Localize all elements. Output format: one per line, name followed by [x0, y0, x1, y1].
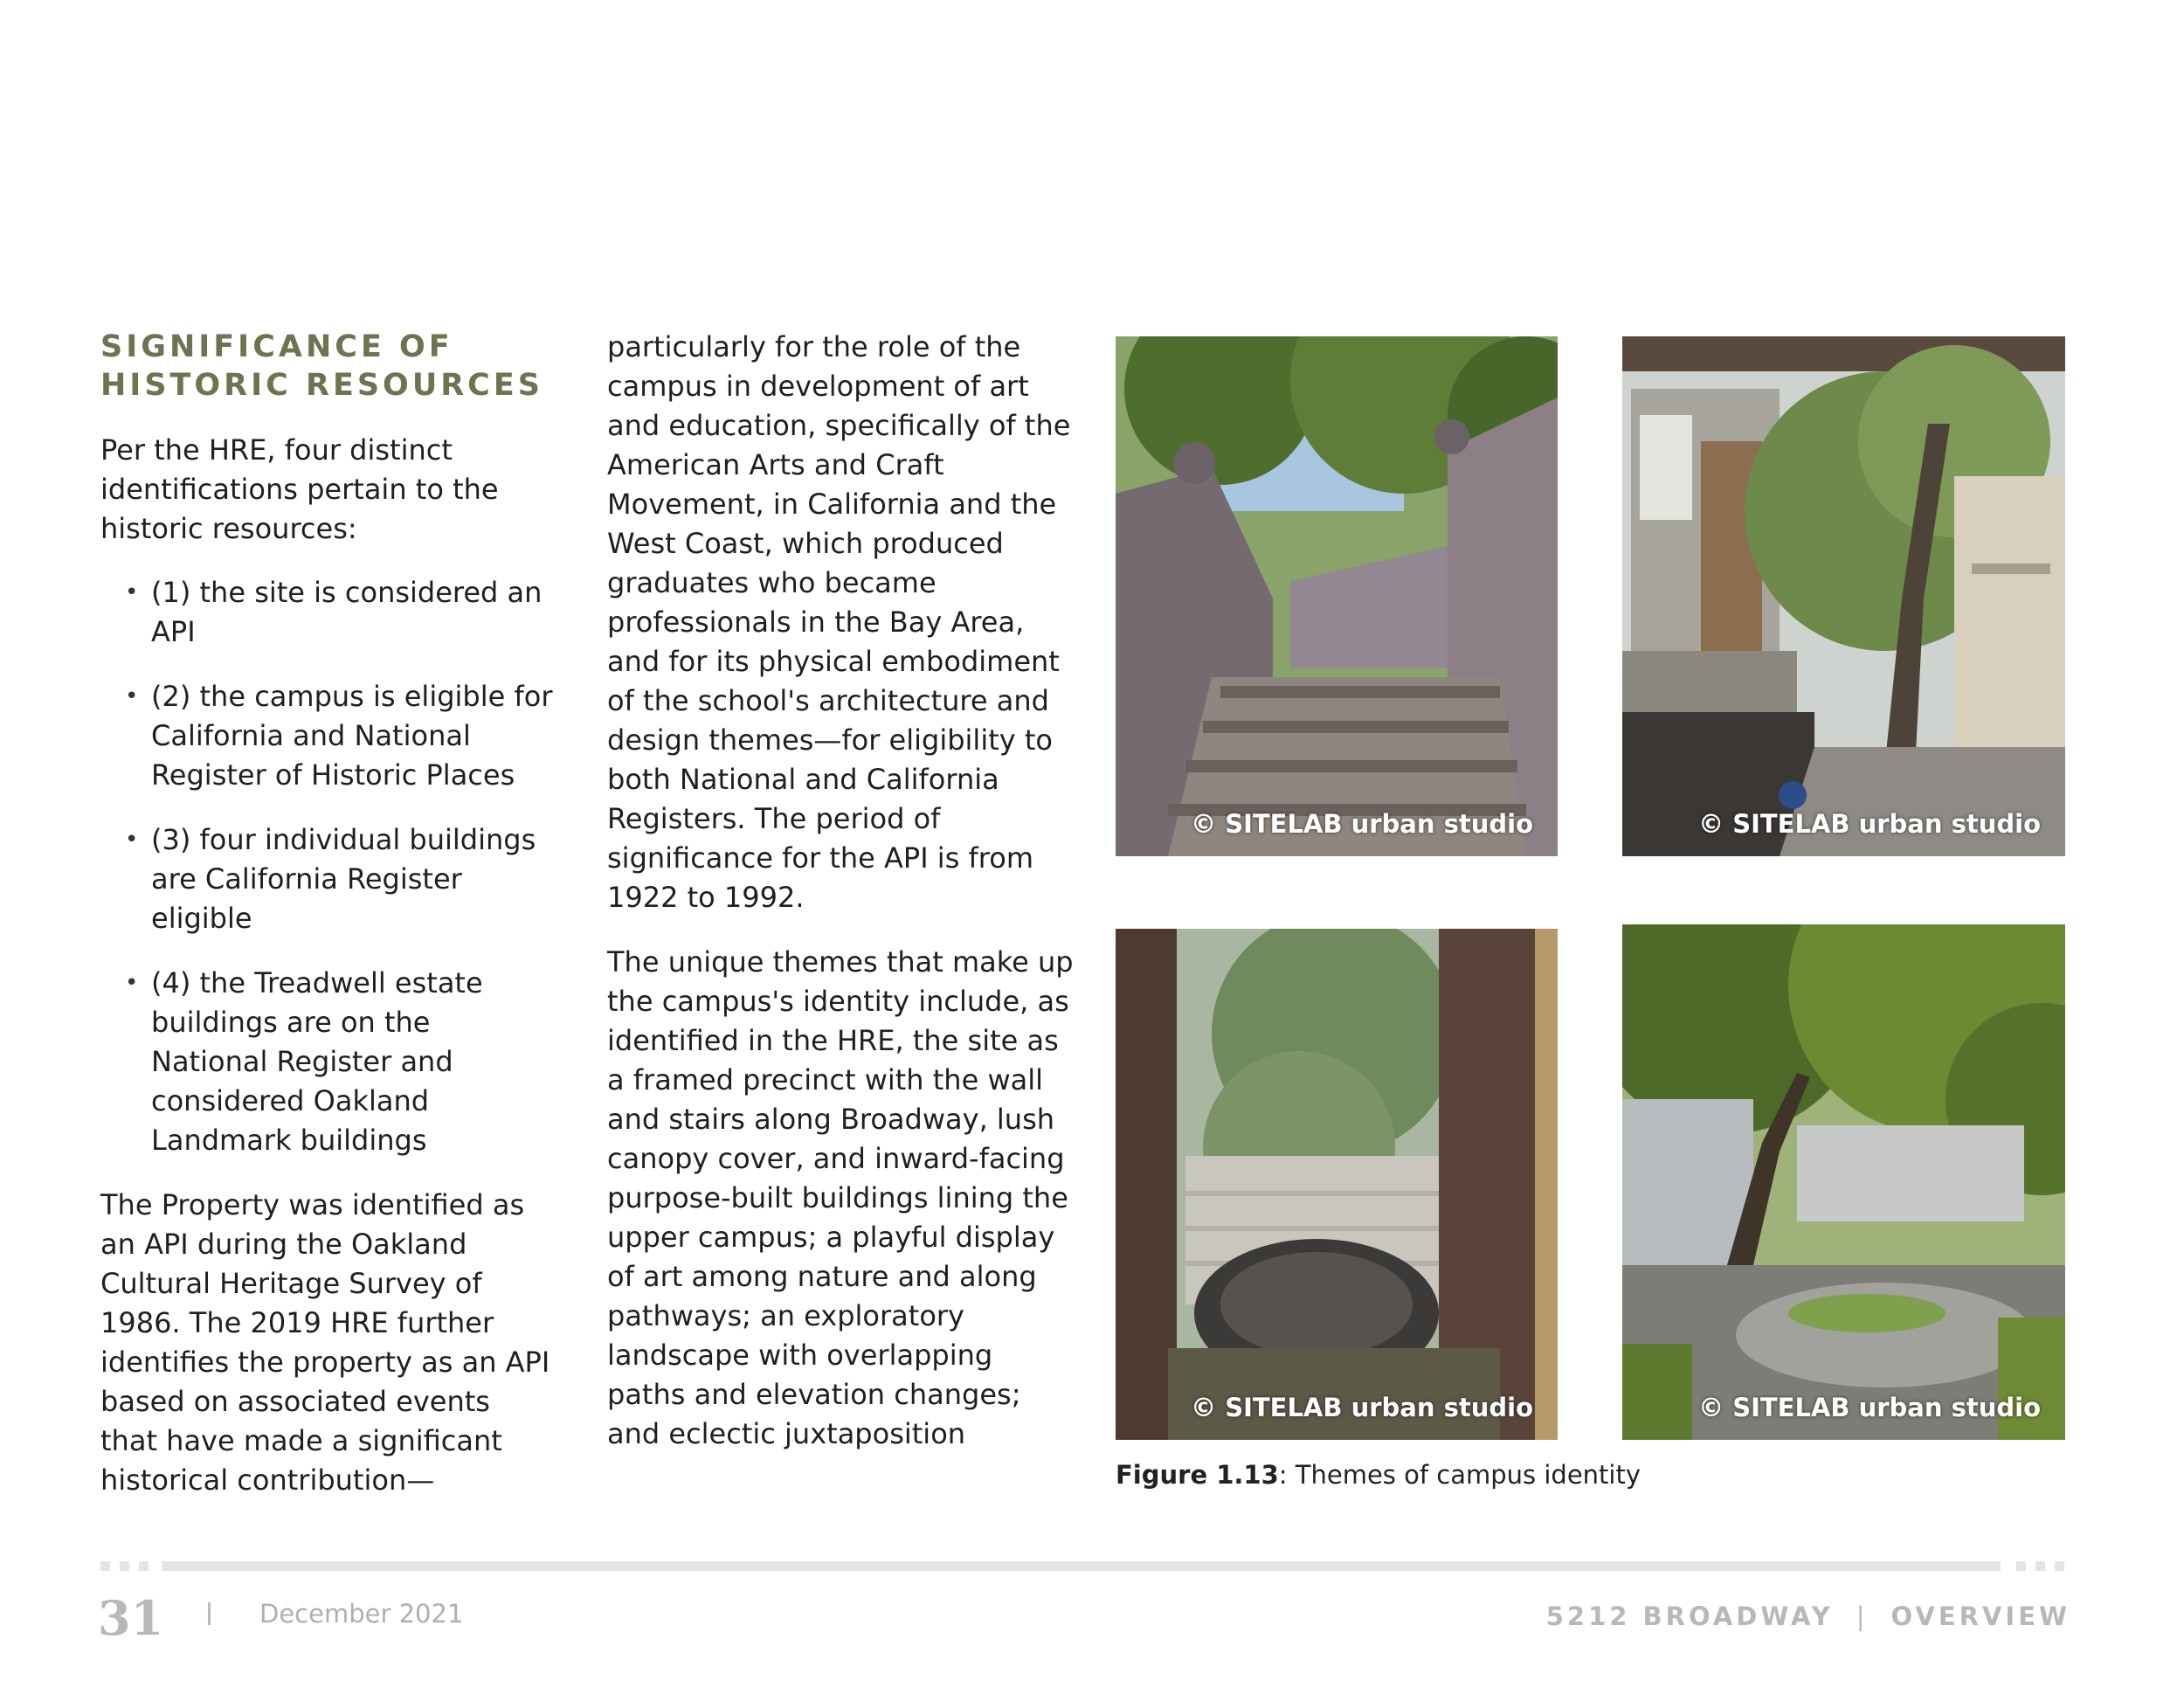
list-item: • (2) the campus is eligible for California and National Register of Historic Places	[151, 677, 555, 795]
rule-dot	[2035, 1561, 2045, 1571]
list-item: • (3) four individual buildings are California Register eligible	[151, 820, 555, 938]
rule-dot	[2055, 1561, 2064, 1571]
themes-paragraph: The unique themes that make up the campus's identity include, as identified in the HRE, the site as a framed precinct with the wall and stairs along Broadway, lush canopy cover, and inward-facing purpose-built buildings lining the upper campus; a playful display of art among nature and along pathways; an exploratory landscape with overlapping paths and elevation changes; and eclectic juxtaposition	[607, 945, 1074, 1450]
footer-divider	[208, 1602, 211, 1625]
middle-column	[607, 328, 1079, 1454]
photo-courtyard-paths	[1622, 924, 2065, 1440]
footer-rule	[162, 1561, 2001, 1571]
heading-line-2: HISTORIC RESOURCES	[100, 368, 543, 403]
rule-dot	[120, 1561, 129, 1571]
figure-label: Figure 1.13	[1116, 1460, 1279, 1490]
section-heading	[100, 328, 555, 405]
rule-dot	[139, 1561, 149, 1571]
footer-project: 5212 BROADWAY	[1545, 1602, 1834, 1631]
photo-redwoods-sculpture	[1116, 929, 1558, 1440]
figure-text: : Themes of campus identity	[1278, 1460, 1641, 1490]
photo-credit: © SITELAB urban studio	[1191, 1393, 1533, 1422]
footer-date: December 2021	[259, 1599, 464, 1629]
property-paragraph: The Property was identified as an API during the Oakland Cultural Heritage Survey of 1986. The 2019 HRE further identifies the property as an API based on associated events that have made a significant historical contribution—	[100, 1188, 550, 1497]
intro-paragraph: Per the HRE, four distinct identifications pertain to the historic resources:	[100, 433, 499, 545]
photo-stone-stairs	[1116, 336, 1558, 856]
footer-title	[1546, 1602, 2070, 1631]
photo-credit: © SITELAB urban studio	[1698, 809, 2041, 839]
list-item: • (4) the Treadwell estate buildings are on the National Register and considered Oakland Landmark buildings	[151, 964, 555, 1160]
rule-dot	[100, 1561, 110, 1571]
page-number: 31	[98, 1590, 164, 1646]
footer-section: OVERVIEW	[1890, 1602, 2070, 1631]
figure-caption	[1116, 1457, 1641, 1492]
identifications-list	[100, 573, 555, 1160]
footer-separator: |	[1856, 1602, 1869, 1631]
photo-credit: © SITELAB urban studio	[1191, 809, 1533, 839]
photo-credit: © SITELAB urban studio	[1698, 1393, 2041, 1422]
heading-line-1: SIGNIFICANCE OF	[100, 329, 453, 364]
photo-building-tree	[1622, 336, 2065, 856]
list-item: • (1) the site is considered an API	[151, 573, 555, 652]
rule-dot	[2016, 1561, 2026, 1571]
significance-paragraph: particularly for the role of the campus in development of art and education, specifically of the American Arts and Craft Movement, in California and the West Coast, which produced graduates who became professionals in the Bay Area, and for its physical embodiment of the school's architecture and design themes—for eligibility to both National and California Registers. The period of significance for the API is from 1922 to 1992.	[607, 330, 1071, 914]
left-column	[100, 328, 555, 1500]
